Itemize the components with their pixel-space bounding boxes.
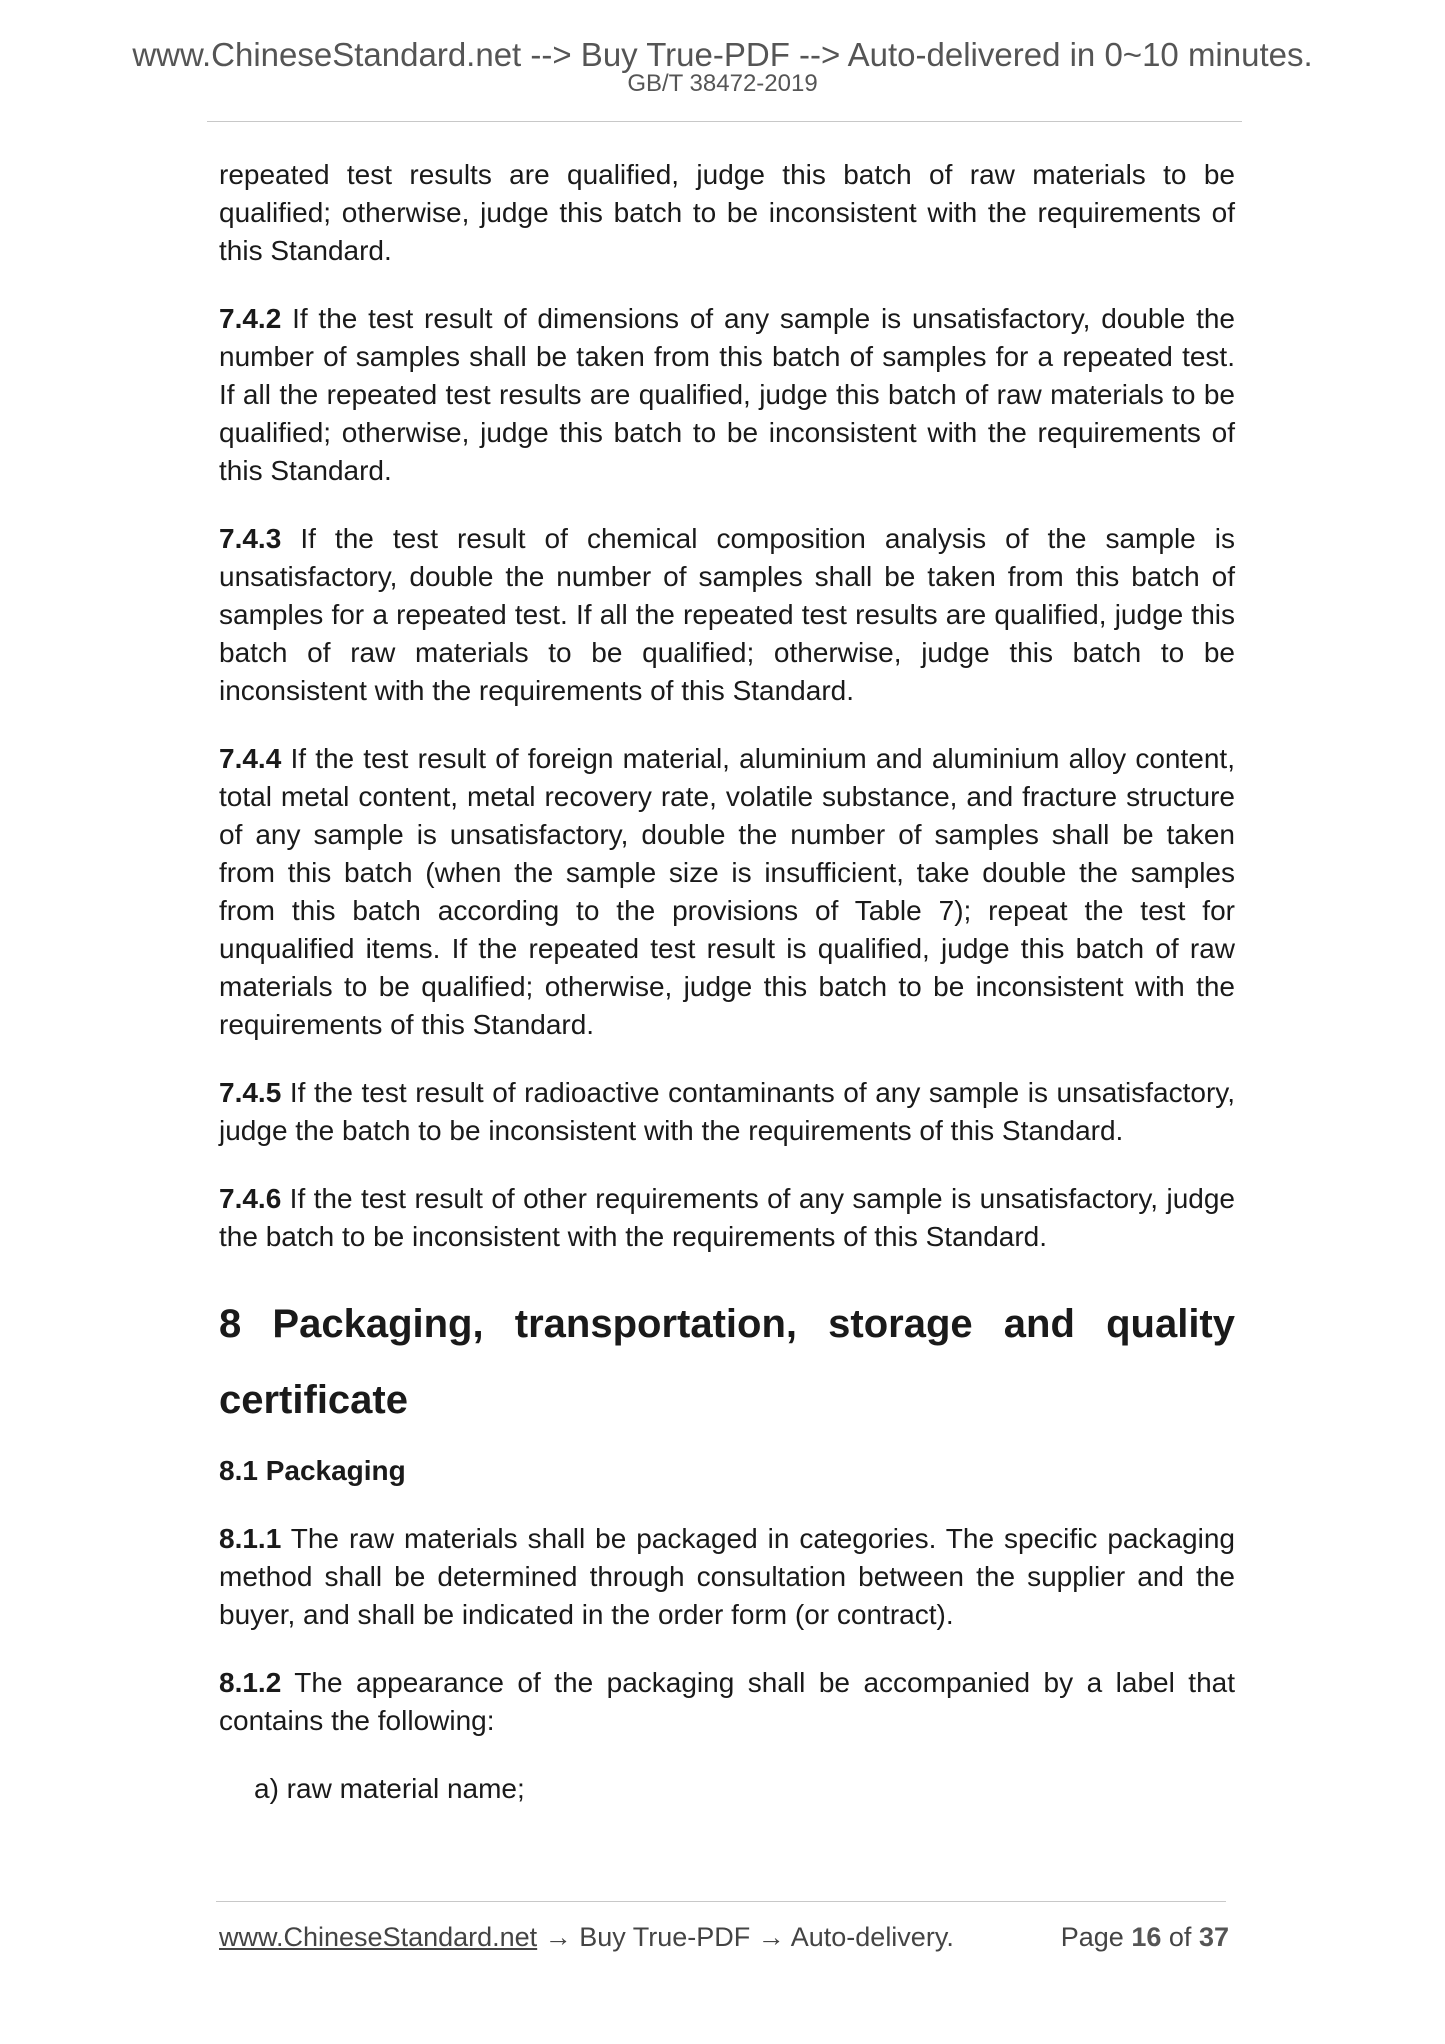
clause-number: 7.4.4 <box>219 743 282 774</box>
page-total: 37 <box>1198 1922 1229 1952</box>
page-number: 16 <box>1131 1922 1162 1952</box>
list-item-a: a) raw material name; <box>254 1773 525 1804</box>
clause-7-4-2 <box>219 300 1235 490</box>
header-banner: www.ChineseStandard.net --> Buy True-PDF --> Auto-delivered in 0~10 minutes. <box>132 36 1313 73</box>
clause-text: If the test result of other requirements of any sample is unsatisfactory, judge the batch to be inconsistent with the requirements of this Standard. <box>219 1183 1235 1252</box>
clause-text: The raw materials shall be packaged in categories. The specific packaging method shall be determined through consultation between the supplier and the buyer, and shall be indicated in the order form (or contract). <box>219 1523 1235 1630</box>
footer-tagline: → Buy True-PDF → Auto-delivery. <box>537 1922 954 1952</box>
clause-8-1-1 <box>219 1520 1235 1634</box>
page-footer <box>219 1921 1229 1953</box>
clause-7-4-3 <box>219 520 1235 710</box>
clause-number: 7.4.2 <box>219 303 282 334</box>
clause-number: 7.4.3 <box>219 523 282 554</box>
section-8-1-heading: 8.1 Packaging <box>219 1455 406 1486</box>
clause-7-4-4 <box>219 740 1235 1044</box>
clause-8-1-2 <box>219 1664 1235 1740</box>
footer-divider <box>216 1901 1226 1902</box>
section-8-heading: 8 Packaging, transportation, storage and quality certificate <box>219 1302 1235 1422</box>
clause-7-4-5 <box>219 1074 1235 1150</box>
of-word: of <box>1168 1922 1192 1952</box>
paragraph-continuation: repeated test results are qualified, judge this batch of raw materials to be qualified; otherwise, judge this batch to be inconsistent with the requirements of this Standard. <box>219 159 1235 266</box>
header-divider <box>207 121 1242 122</box>
clause-number: 8.1.2 <box>219 1667 282 1698</box>
clause-7-4-6 <box>219 1180 1235 1256</box>
clause-text: If the test result of radioactive contaminants of any sample is unsatisfactory, judge the batch to be inconsistent with the requirements of this Standard. <box>219 1077 1235 1146</box>
footer-site-link[interactable]: www.ChineseStandard.net <box>219 1922 538 1952</box>
clause-text: The appearance of the packaging shall be accompanied by a label that contains the following: <box>219 1667 1235 1736</box>
clause-text: If the test result of chemical composition analysis of the sample is unsatisfactory, double the number of samples shall be taken from this batch of samples for a repeated test. If all the repeated test results are qualified, judge this batch of raw materials to be qualified; otherwise, judge this batch to be inconsistent with the requirements of this Standard. <box>219 523 1235 706</box>
clause-text: If the test result of foreign material, aluminium and aluminium alloy content, total metal content, metal recovery rate, volatile substance, and fracture structure of any sample is unsatisfactory, double the number of samples shall be taken from this batch (when the sample size is insufficient, take double the samples from this batch according to the provisions of Table 7); repeat the test for unqualified items. If the repeated test result is qualified, judge this batch of raw materials to be qualified; otherwise, judge this batch to be inconsistent with the requirements of this Standard. <box>219 743 1235 1040</box>
clause-text: If the test result of dimensions of any sample is unsatisfactory, double the number of samples shall be taken from this batch of samples for a repeated test. If all the repeated test results are qualified, judge this batch of raw materials to be qualified; otherwise, judge this batch to be inconsistent with the requirements of this Standard. <box>219 303 1235 486</box>
page-word: Page <box>1060 1922 1124 1952</box>
standard-code: GB/T 38472-2019 <box>627 70 818 97</box>
clause-number: 7.4.6 <box>219 1183 282 1214</box>
clause-number: 7.4.5 <box>219 1077 282 1108</box>
document-body <box>219 156 1235 1808</box>
clause-number: 8.1.1 <box>219 1523 282 1554</box>
page-indicator <box>1061 1921 1229 1953</box>
